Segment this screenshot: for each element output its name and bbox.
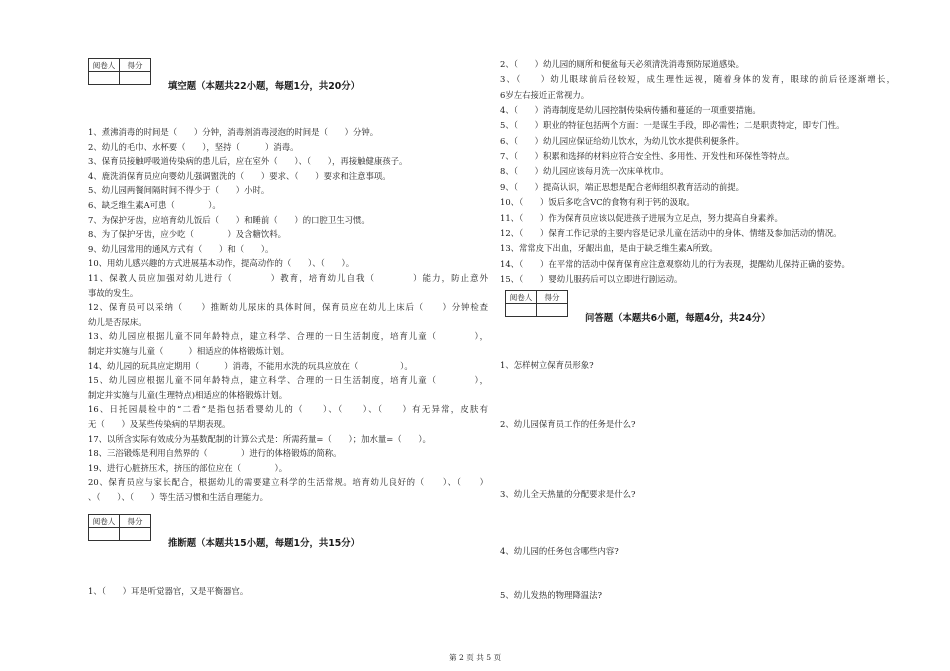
score-box-fill: [88, 58, 151, 85]
page-footer: 第 2 页 共 5 页: [448, 653, 502, 662]
question-line: 制定并实施与儿童(生理特点)相适应的体格锻炼计划。: [88, 389, 288, 400]
question-line: 7、为保护牙齿，应培育幼儿饭后（ ）和睡前（ ）的口腔卫生习惯。: [88, 214, 370, 225]
question-line: 幼儿是否尿床。: [88, 316, 147, 327]
question-line: 、（ ）、（ ）等生活习惯和生活自理能力。: [88, 492, 269, 502]
question-line: 4、鹿洗消保育员应向婴幼儿强调盥洗的（ ）要求、（ ）要求和注意事项。: [88, 170, 391, 181]
qa-question: 5、幼儿发热的物理降温法?: [500, 590, 602, 600]
question-line: 3、（ ）幼儿眼球前后径较短，成生理性远视，随着身体的发育，眼球的前后径逐渐增长，: [500, 74, 895, 85]
question-line: 12、（ ）保育工作记录的主要内容是记录儿童在活动中的身体、情绪及参加活动的情况。: [500, 227, 842, 238]
question-line: 6岁左右接近正常视力。: [500, 89, 590, 100]
question-line: 9、（ ）提高认识，端正思想是配合老师组织教育活动的前提。: [500, 181, 745, 192]
question-line: 16、日托园晨检中的“二看”是指包括看婴幼儿的（ ）、（ ）、（ ）有无异常，皮肤有: [88, 404, 488, 415]
score-label: 得分: [120, 515, 151, 528]
question-line: 8、（ ）幼儿园应该每月洗一次床单枕巾。: [500, 166, 669, 177]
question-line: 12、保育员可以采纳（ ）推断幼儿尿床的具体时间，保育员应在幼儿上床后（ ）分钟检查: [88, 302, 488, 313]
question-line: 4、（ ）消毒制度是幼儿园控制传染病传播和蔓延的一项重要措施。: [500, 105, 761, 116]
question-line: 18、三浴锻炼是利用自然界的（ ）进行的体格锻炼的简称。: [88, 448, 342, 459]
question-line: 3、保育员接触呼吸道传染病的患儿后，应在室外（ ）、（ ），再接触健康孩子。: [88, 156, 408, 167]
question-line: 2、（ ）幼儿园的厕所和便盆每天必须清洗消毒预防尿道感染。: [500, 59, 745, 69]
qa-question: 3、幼儿全天热量的分配要求是什么?: [500, 489, 636, 499]
reviewer-cell[interactable]: [506, 304, 537, 317]
question-line: 20、保育员应与家长配合，根据幼儿的需要建立科学的生活常规。培育幼儿良好的（ ）、（ ）: [88, 477, 488, 488]
question-line: 2、幼儿的毛巾、水杯要（ ），坚持（ ）消毒。: [88, 141, 299, 152]
question-line: 19、进行心脏挤压术，挤压的部位应在（ ）。: [88, 462, 288, 473]
reviewer-label: 阅卷人: [89, 59, 120, 72]
reviewer-label: 阅卷人: [506, 291, 537, 304]
question-line: 7、（ ）积累和选择的材料应符合安全性、多用性、开发性和环保性等特点。: [500, 151, 795, 162]
reviewer-label: 阅卷人: [89, 515, 120, 528]
question-line: 制定并实施与儿童（ ）相适应的体格锻炼计划。: [88, 346, 289, 356]
question-line: 15、幼儿园应根据儿童不同年龄特点，建立科学、合理的一日生活制度，培育儿童（ ），: [88, 375, 488, 386]
qa-question: 2、幼儿园保育员工作的任务是什么?: [500, 419, 636, 429]
question-line: 1、煮沸消毒的时间是（ ）分钟，消毒剂消毒浸泡的时间是（ ）分钟。: [88, 127, 379, 137]
question-line: 8、为了保护牙齿，应少吃（ ）及含糖饮料。: [88, 229, 286, 240]
reviewer-cell[interactable]: [89, 528, 120, 541]
question-line: 事故的发生。: [88, 287, 139, 298]
question-line: 1、（ ）耳是听觉器官，又是平衡器官。: [88, 586, 249, 596]
question-line: 9、幼儿园常用的通风方式有（ ）和（ ）。: [88, 243, 274, 254]
question-line: 13、幼儿园应根据儿童不同年龄特点，建立科学、合理的一日生活制度，培育儿童（ ），: [88, 331, 488, 342]
qa-question: 4、幼儿园的任务包含哪些内容?: [500, 546, 619, 556]
score-cell[interactable]: [120, 72, 151, 85]
score-box-qa: [505, 290, 568, 317]
question-line: 10、用幼儿感兴趣的方式进展基本动作，提高动作的（ ）、（ ）。: [88, 258, 355, 269]
score-cell[interactable]: [120, 528, 151, 541]
question-line: 14、（ ）在平常的活动中保育保育应注意观察幼儿的行为表现，提醒幼儿保持正确的姿势。: [500, 258, 850, 269]
question-line: 14、幼儿园的玩具应定期用（ ）消毒，不能用水洗的玩具应放在（ ）。: [88, 360, 413, 371]
question-line: 5、（ ）职业的特征包括两个方面：一是谋生手段，即必需性；二是职责特定，即专门性。: [500, 120, 845, 131]
question-line: 15、（ ）婴幼儿服药后可以立即进行剧运动。: [500, 273, 683, 284]
question-line: 11、（ ）作为保育员应该以促进孩子进展为立足点，努力提高自身素养。: [500, 212, 783, 223]
question-line: 13、常常皮下出血，牙龈出血，是由于缺乏维生素A所致。: [500, 243, 718, 254]
score-label: 得分: [120, 59, 151, 72]
score-box-judge: [88, 514, 151, 541]
judge-section-title: 推断题（本题共15小题，每题1分，共15分）: [168, 538, 360, 549]
score-label: 得分: [537, 291, 568, 304]
reviewer-cell[interactable]: [89, 72, 120, 85]
question-line: 10、（ ）饭后多吃含VC的食物有利于钙的汲取。: [500, 197, 695, 208]
question-line: 17、以所含实际有效成分为基数配制的计算公式是：所需药量=（ ）；加水量=（ ）。: [88, 433, 431, 444]
question-line: 6、缺乏维生素A可患（ ）。: [88, 200, 221, 210]
qa-section-title: 问答题（本题共6小题，每题4分，共24分）: [585, 313, 771, 324]
question-line: 无（ ）及某些传染病的早期表现。: [88, 419, 231, 429]
question-line: 5、幼儿园两餐间隔时间不得少于（ ）小时。: [88, 185, 270, 196]
qa-question: 1、怎样树立保育员形象?: [500, 360, 594, 370]
question-line: 6、（ ）幼儿园应保证给幼儿饮水，为幼儿饮水提供利便条件。: [500, 135, 745, 146]
score-cell[interactable]: [537, 304, 568, 317]
question-line: 11、保教人员应加强对幼儿进行（ ）教育，培育幼儿自我（ ）能力，防止意外: [88, 273, 488, 283]
fill-section-title: 填空题（本题共22小题，每题1分，共20分）: [168, 81, 360, 92]
